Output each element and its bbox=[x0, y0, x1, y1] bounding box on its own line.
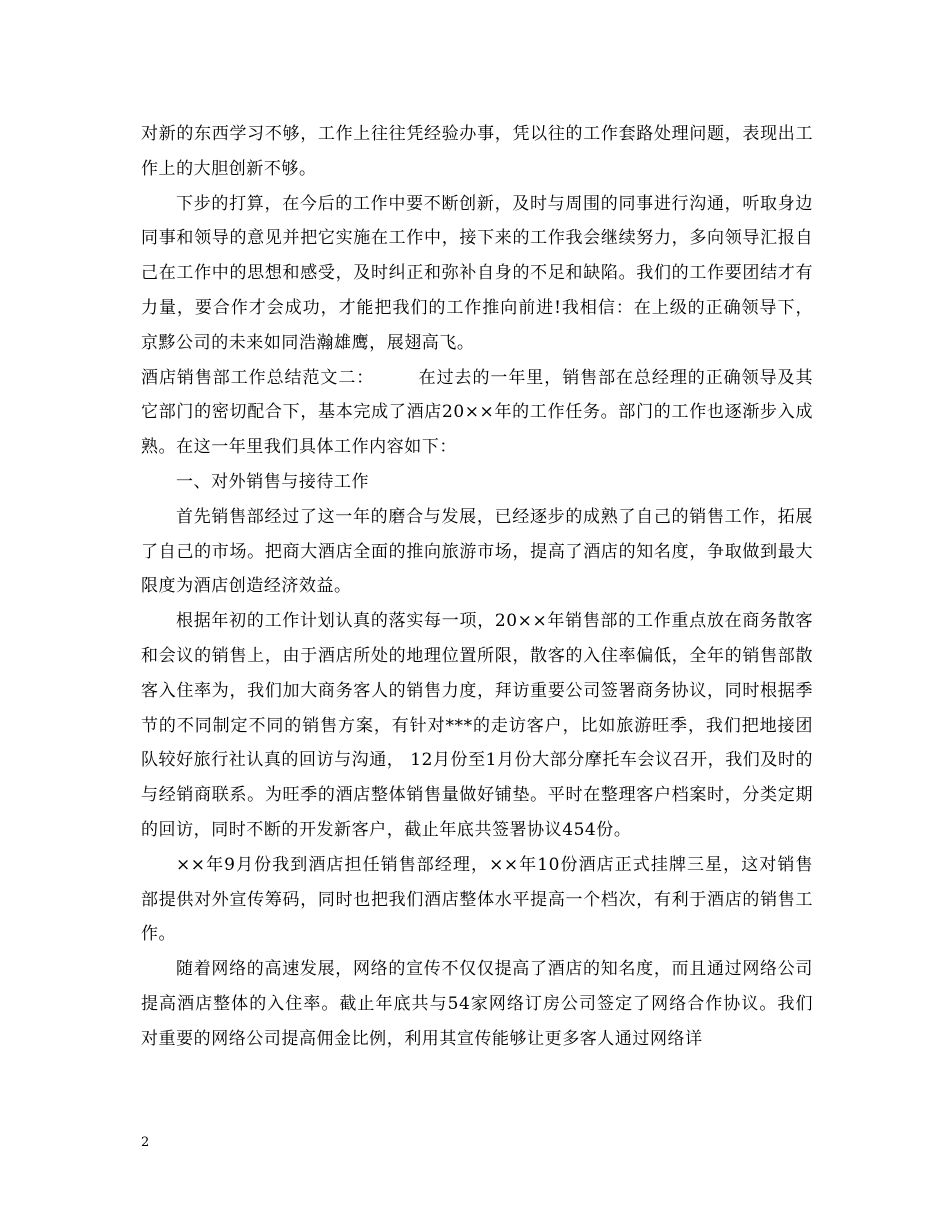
paragraph-continuation: 对新的东西学习不够，工作上往往凭经验办事，凭以往的工作套路处理问题，表现出工作上的大胆创新不够。 bbox=[141, 124, 813, 179]
paragraph-next-steps: 下步的打算，在今后的工作中要不断创新，及时与周围的同事进行沟通，听取身边同事和领导的意见并把它实施在工作中，接下来的工作我会继续努力，多向领导汇报自己在工作中的思想和感受，及时纠正和弥补自身的不足和缺陷。我们的工作要团结才有力量，要合作才会成功，才能把我们的工作推向前进!我相信：在上级的正确领导下，京黟公司的未来如同浩瀚雄鹰，展翅高飞。 bbox=[141, 193, 813, 353]
paragraph-sample-two bbox=[141, 361, 813, 465]
section-heading-sales-reception: 一、对外销售与接待工作 bbox=[176, 471, 370, 492]
sample-two-intro: 在过去的一年里，销售部在总经理的正确领导及其它部门的密切配合下，基本完成了酒店20××年的工作任务。部门的工作也逐渐步入成熟。在这一年里我们具体工作内容如下： bbox=[141, 367, 813, 458]
sample-two-title: 酒店销售部工作总结范文二： bbox=[141, 367, 375, 388]
document-body bbox=[141, 117, 813, 1057]
page-number: 2 bbox=[141, 1135, 150, 1150]
paragraph-three-star: ××年9月份我到酒店担任销售部经理，××年10份酒店正式挂牌三星，这对销售部提供对外宣传筹码，同时也把我们酒店整体水平提高一个档次，有利于酒店的销售工作。 bbox=[141, 854, 813, 945]
paragraph-market-expansion: 首先销售部经过了这一年的磨合与发展，已经逐步的成熟了自己的销售工作，拓展了自己的市场。把商大酒店全面的推向旅游市场，提高了酒店的知名度，争取做到最大限度为酒店创造经济效益。 bbox=[141, 506, 813, 597]
paragraph-online-promotion: 随着网络的高速发展，网络的宣传不仅仅提高了酒店的知名度，而且通过网络公司提高酒店整体的入住率。截止年底共与54家网络订房公司签定了网络合作协议。我们对重要的网络公司提高佣金比例，利用其宣传能够让更多客人通过网络详 bbox=[141, 959, 813, 1049]
paragraph-annual-plan: 根据年初的工作计划认真的落实每一项，20××年销售部的工作重点放在商务散客和会议的销售上，由于酒店所处的地理位置所限，散客的入住率偏低，全年的销售部散客入住率为，我们加大商务客人的销售力度，拜访重要公司签署商务协议，同时根据季节的不同制定不同的销售方案，有针对***的走访客户，比如旅游旺季，我们把地接团队较好旅行社认真的回访与沟通， 12月份至1月份大部分摩托车会议召开，我们及时的与经销商联系。为旺季的酒店整体销售量做好铺垫。平时在整理客户档案时，分类定期的回访，同时不断的开发新客户，截止年底共签署协议454份。 bbox=[141, 611, 813, 840]
